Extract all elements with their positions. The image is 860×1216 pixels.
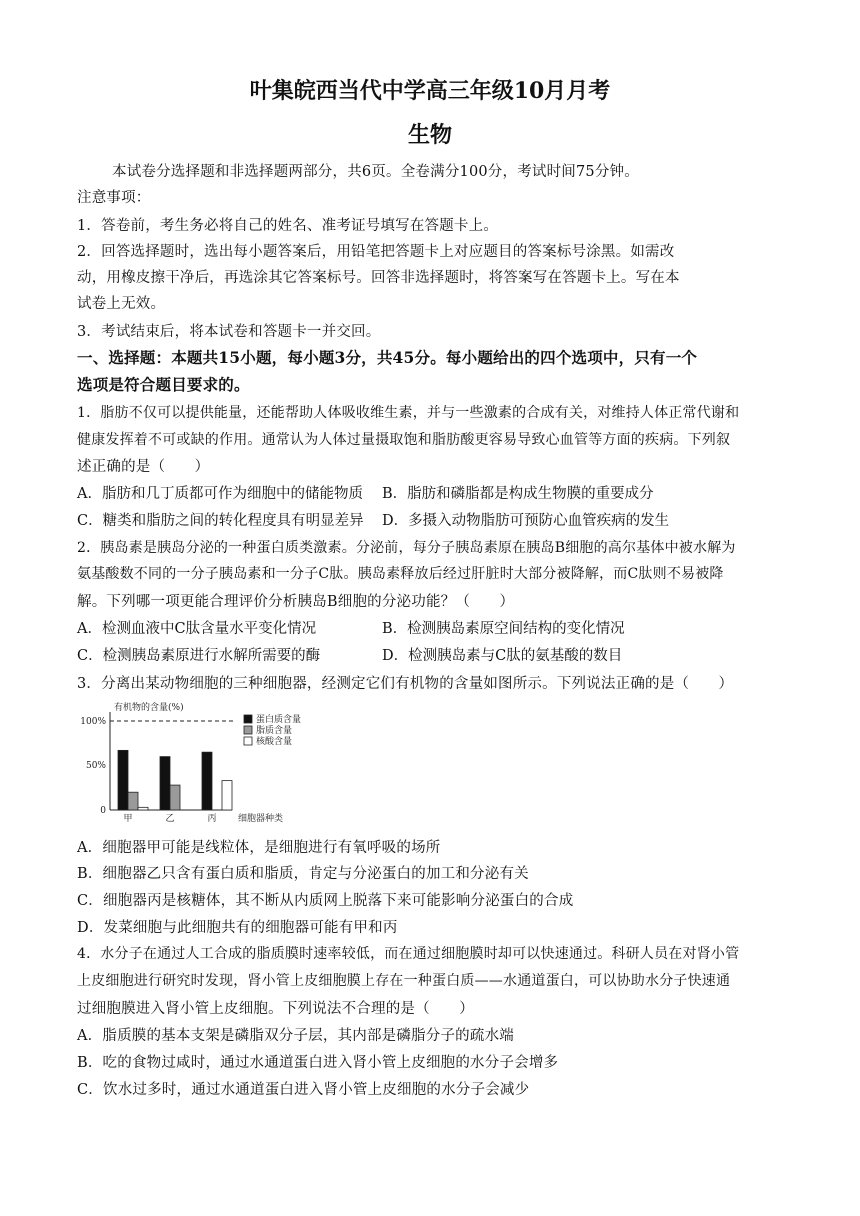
q2-option-d: D．检测胰岛素与C肽的氨基酸的数目 [382, 648, 623, 664]
chart-ytick-50: 50% [85, 761, 106, 771]
x-tick-label: 丙 [207, 814, 217, 824]
q2-option-c: C．检测胰岛素原进行水解所需要的酶 [77, 648, 321, 664]
q2-option-a: A．检测血液中C肽含量水平变化情况 [77, 621, 317, 637]
section-heading-line-1: 一、选择题：本题共15小题，每小题3分，共45分。每小题给出的四个选项中，只有一个 [77, 348, 698, 367]
q1-option-a: A．脂肪和几丁质都可作为细胞中的储能物质 [77, 486, 363, 502]
q3-option-d: D．发菜细胞与此细胞共有的细胞器可能有甲和丙 [77, 920, 398, 936]
bar-1-0 [160, 757, 170, 810]
chart-bars [118, 750, 232, 810]
intro-text: 本试卷分选择题和非选择题两部分，共6页。全卷满分100分，考试时间75分钟。 [112, 164, 639, 180]
q1-stem-line-1: 1．脂肪不仅可以提供能量，还能帮助人体吸收维生素，并与一些激素的合成有关，对维持人体正常代谢和 [77, 405, 740, 421]
bar-0-2 [138, 807, 148, 810]
chart-legend [244, 713, 301, 747]
q1-option-d: D．多摄入动物脂肪可预防心血管疾病的发生 [382, 513, 670, 529]
legend-swatch [244, 737, 252, 745]
q2-option-b: B．检测胰岛素原空间结构的变化情况 [382, 621, 625, 637]
legend-label: 脂质含量 [256, 726, 293, 736]
q1-options-row-2 [77, 509, 669, 530]
q3-stem-line-1: 3．分离出某动物细胞的三种细胞器，经测定它们有机物的含量如图所示。下列说法正确的是（ ） [77, 676, 734, 692]
q2-stem-line-1: 2．胰岛素是胰岛分泌的一种蛋白质类激素。分泌前，每分子胰岛素原在胰岛B细胞的高尔基体中被水解为 [77, 540, 736, 556]
q1-stem-line-3: 述正确的是（ ） [77, 459, 210, 475]
note-2-line-1: 2．回答选择题时，选出每小题答案后，用铅笔把答题卡上对应题目的答案标号涂黑。如需改 [77, 244, 675, 260]
q3-option-a: A．细胞器甲可能是线粒体，是细胞进行有氧呼吸的场所 [77, 840, 441, 856]
q4-option-a: A．脂质膜的基本支架是磷脂双分子层，其内部是磷脂分子的疏水端 [77, 1028, 514, 1044]
legend-label: 蛋白质含量 [256, 715, 302, 725]
legend-label: 核酸含量 [256, 737, 293, 747]
q4-stem-line-1: 4．水分子在通过人工合成的脂质膜时速率较低，而在通过细胞膜时却可以快速通过。科研人员在对肾小管 [77, 946, 740, 962]
q1-options-row-1 [77, 482, 654, 503]
note-1: 1．答卷前，考生务必将自己的姓名、准考证号填写在答题卡上。 [77, 218, 499, 234]
x-tick-label: 乙 [165, 814, 175, 824]
x-tick-label: 甲 [123, 814, 133, 824]
notes-heading: 注意事项： [77, 190, 151, 206]
chart-ytick-100: 100% [80, 717, 106, 727]
organelle-content-bar-chart [80, 700, 344, 825]
bar-1-1 [170, 785, 180, 810]
q4-option-c: C．饮水过多时，通过水通道蛋白进入肾小管上皮细胞的水分子会减少 [77, 1082, 530, 1098]
note-3: 3．考试结束后，将本试卷和答题卡一并交回。 [77, 324, 381, 340]
q2-options-row-2 [77, 644, 622, 665]
bar-2-0 [202, 752, 212, 810]
q1-option-b: B．脂肪和磷脂都是构成生物膜的重要成分 [382, 486, 654, 502]
q2-options-row-1 [77, 617, 625, 638]
q4-option-b: B．吃的食物过咸时，通过水通道蛋白进入肾小管上皮细胞的水分子会增多 [77, 1055, 559, 1071]
bar-0-1 [128, 792, 138, 810]
note-2-line-3: 试卷上无效。 [77, 296, 166, 312]
q1-stem-line-2: 健康发挥着不可或缺的作用。通常认为人体过量摄取饱和脂肪酸更容易导致心血管等方面的疾病。下列叙 [77, 432, 731, 448]
q1-option-c: C．糖类和脂肪之间的转化程度具有明显差异 [77, 513, 364, 529]
chart-x-axis-label: 细胞器种类 [238, 814, 284, 824]
chart-ytick-0: 0 [100, 806, 106, 816]
q3-option-b: B．细胞器乙只含有蛋白质和脂质，肯定与分泌蛋白的加工和分泌有关 [77, 866, 529, 882]
q2-stem-line-2: 氨基酸数不同的一分子胰岛素和一分子C肽。胰岛素释放后经过肝脏时大部分被降解，而C肽则不易被降 [77, 566, 724, 582]
legend-swatch [244, 715, 252, 723]
chart-y-axis-label: 有机物的含量(%) [114, 703, 184, 713]
bar-0-0 [118, 750, 128, 810]
q3-option-c: C．细胞器丙是核糖体，其不断从内质网上脱落下来可能影响分泌蛋白的合成 [77, 893, 574, 909]
bar-2-2 [222, 781, 232, 810]
q4-stem-line-2: 上皮细胞进行研究时发现，肾小管上皮细胞膜上存在一种蛋白质——水通道蛋白，可以协助水分子快速通 [77, 973, 731, 989]
legend-swatch [244, 726, 252, 734]
exam-title: 叶集皖西当代中学高三年级10月月考 [249, 78, 611, 104]
section-heading-line-2: 选项是符合题目要求的。 [77, 375, 250, 394]
note-2-line-2: 动，用橡皮擦干净后，再选涂其它答案标号。回答非选择题时，将答案写在答题卡上。写在本 [77, 270, 680, 286]
q2-stem-line-3: 解。下列哪一项更能合理评价分析胰岛B细胞的分泌功能？（ ） [77, 594, 515, 610]
subject-title: 生物 [407, 122, 452, 148]
chart-x-labels [123, 813, 216, 824]
q4-stem-line-3: 过细胞膜进入肾小管上皮细胞。下列说法不合理的是（ ） [77, 1001, 474, 1017]
